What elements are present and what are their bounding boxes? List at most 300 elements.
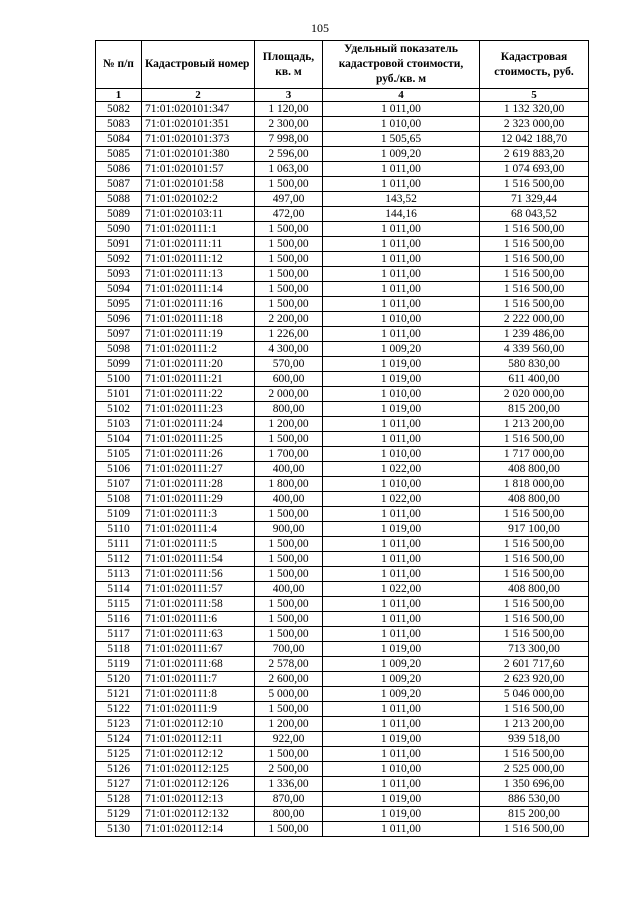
- row-number: 5084: [96, 132, 142, 147]
- area-value: 2 000,00: [255, 387, 323, 402]
- table-row: [96, 477, 589, 492]
- row-number: 5098: [96, 342, 142, 357]
- area-value: 600,00: [255, 372, 323, 387]
- table-row: [96, 117, 589, 132]
- header-cost: Кадастровая стоимость, руб.: [480, 41, 589, 89]
- row-number: 5121: [96, 687, 142, 702]
- rate-value: 1 019,00: [323, 402, 480, 417]
- area-value: 1 700,00: [255, 447, 323, 462]
- rate-value: 1 011,00: [323, 567, 480, 582]
- row-number: 5100: [96, 372, 142, 387]
- cost-value: 917 100,00: [480, 522, 589, 537]
- cost-value: 1 516 500,00: [480, 267, 589, 282]
- row-number: 5122: [96, 702, 142, 717]
- rate-value: 1 011,00: [323, 177, 480, 192]
- cost-value: 1 516 500,00: [480, 552, 589, 567]
- table-row: [96, 147, 589, 162]
- rate-value: 1 009,20: [323, 657, 480, 672]
- row-number: 5125: [96, 747, 142, 762]
- table-row: [96, 282, 589, 297]
- row-number: 5101: [96, 387, 142, 402]
- area-value: 570,00: [255, 357, 323, 372]
- cadastral-number: 71:01:020111:29: [142, 492, 255, 507]
- cadastral-number: 71:01:020112:13: [142, 792, 255, 807]
- cadastral-number: 71:01:020112:132: [142, 807, 255, 822]
- area-value: 1 500,00: [255, 237, 323, 252]
- cadastral-number: 71:01:020102:2: [142, 192, 255, 207]
- cadastral-number: 71:01:020111:22: [142, 387, 255, 402]
- cadastral-number: 71:01:020111:68: [142, 657, 255, 672]
- cost-value: 2 601 717,60: [480, 657, 589, 672]
- rate-value: 1 010,00: [323, 762, 480, 777]
- row-number: 5094: [96, 282, 142, 297]
- row-number: 5089: [96, 207, 142, 222]
- area-value: 4 300,00: [255, 342, 323, 357]
- row-number: 5099: [96, 357, 142, 372]
- area-value: 1 800,00: [255, 477, 323, 492]
- table-row: [96, 672, 589, 687]
- cadastral-number: 71:01:020111:18: [142, 312, 255, 327]
- area-value: 870,00: [255, 792, 323, 807]
- table-row: [96, 717, 589, 732]
- table-row: [96, 207, 589, 222]
- cost-value: 1 350 696,00: [480, 777, 589, 792]
- rate-value: 1 011,00: [323, 267, 480, 282]
- cadastral-number: 71:01:020111:57: [142, 582, 255, 597]
- cost-value: 611 400,00: [480, 372, 589, 387]
- rate-value: 1 009,20: [323, 147, 480, 162]
- row-number: 5126: [96, 762, 142, 777]
- rate-value: 1 022,00: [323, 462, 480, 477]
- cost-value: 580 830,00: [480, 357, 589, 372]
- rate-value: 1 009,20: [323, 342, 480, 357]
- row-number: 5103: [96, 417, 142, 432]
- rate-value: 1 010,00: [323, 477, 480, 492]
- rate-value: 1 011,00: [323, 102, 480, 117]
- table-row: [96, 162, 589, 177]
- cadastral-number: 71:01:020112:14: [142, 822, 255, 837]
- area-value: 800,00: [255, 807, 323, 822]
- area-value: 2 596,00: [255, 147, 323, 162]
- cost-value: 1 213 200,00: [480, 717, 589, 732]
- table-row: [96, 657, 589, 672]
- area-value: 1 500,00: [255, 537, 323, 552]
- cost-value: 68 043,52: [480, 207, 589, 222]
- cost-value: 713 300,00: [480, 642, 589, 657]
- table-row: [96, 702, 589, 717]
- cadastral-number: 71:01:020111:56: [142, 567, 255, 582]
- rate-value: 1 011,00: [323, 417, 480, 432]
- cost-value: 1 516 500,00: [480, 822, 589, 837]
- table-row: [96, 297, 589, 312]
- rate-value: 1 011,00: [323, 222, 480, 237]
- row-number: 5096: [96, 312, 142, 327]
- area-value: 1 063,00: [255, 162, 323, 177]
- cadastral-number: 71:01:020111:54: [142, 552, 255, 567]
- row-number: 5090: [96, 222, 142, 237]
- row-number: 5114: [96, 582, 142, 597]
- row-number: 5097: [96, 327, 142, 342]
- row-number: 5093: [96, 267, 142, 282]
- area-value: 1 500,00: [255, 282, 323, 297]
- area-value: 1 500,00: [255, 297, 323, 312]
- area-value: 400,00: [255, 582, 323, 597]
- cadastral-number: 71:01:020112:12: [142, 747, 255, 762]
- area-value: 1 200,00: [255, 417, 323, 432]
- table-row: [96, 747, 589, 762]
- cadastral-number: 71:01:020112:11: [142, 732, 255, 747]
- rate-value: 1 011,00: [323, 597, 480, 612]
- area-value: 1 500,00: [255, 432, 323, 447]
- area-value: 7 998,00: [255, 132, 323, 147]
- row-number: 5108: [96, 492, 142, 507]
- cost-value: 1 516 500,00: [480, 222, 589, 237]
- cadastral-number: 71:01:020111:5: [142, 537, 255, 552]
- area-value: 497,00: [255, 192, 323, 207]
- cadastral-number: 71:01:020101:351: [142, 117, 255, 132]
- table-row: [96, 447, 589, 462]
- table-row: [96, 552, 589, 567]
- cost-value: 815 200,00: [480, 807, 589, 822]
- area-value: 700,00: [255, 642, 323, 657]
- area-value: 2 578,00: [255, 657, 323, 672]
- cost-value: 2 222 000,00: [480, 312, 589, 327]
- area-value: 1 500,00: [255, 747, 323, 762]
- cost-value: 886 530,00: [480, 792, 589, 807]
- cadastral-number: 71:01:020111:28: [142, 477, 255, 492]
- row-number: 5111: [96, 537, 142, 552]
- table-row: [96, 192, 589, 207]
- area-value: 400,00: [255, 492, 323, 507]
- rate-value: 1 011,00: [323, 777, 480, 792]
- table-row: [96, 177, 589, 192]
- row-number: 5106: [96, 462, 142, 477]
- row-number: 5120: [96, 672, 142, 687]
- cadastral-number: 71:01:020111:27: [142, 462, 255, 477]
- row-number: 5117: [96, 627, 142, 642]
- rate-value: 1 011,00: [323, 507, 480, 522]
- cost-value: 1 516 500,00: [480, 237, 589, 252]
- header-number: № п/п: [96, 41, 142, 89]
- cadastral-number: 71:01:020101:57: [142, 162, 255, 177]
- rate-value: 1 011,00: [323, 552, 480, 567]
- cadastral-number: 71:01:020111:26: [142, 447, 255, 462]
- table-row: [96, 777, 589, 792]
- table-row: [96, 762, 589, 777]
- cadastral-number: 71:01:020112:126: [142, 777, 255, 792]
- rate-value: 1 011,00: [323, 237, 480, 252]
- cost-value: 1 516 500,00: [480, 297, 589, 312]
- rate-value: 1 019,00: [323, 642, 480, 657]
- cadastral-number: 71:01:020111:8: [142, 687, 255, 702]
- rate-value: 143,52: [323, 192, 480, 207]
- area-value: 1 500,00: [255, 222, 323, 237]
- cadastral-number: 71:01:020111:1: [142, 222, 255, 237]
- header-rate: Удельный показатель кадастровой стоимости, руб./кв. м: [323, 41, 480, 89]
- cost-value: 1 132 320,00: [480, 102, 589, 117]
- cadastral-number: 71:01:020111:24: [142, 417, 255, 432]
- cadastral-number: 71:01:020111:6: [142, 612, 255, 627]
- rate-value: 1 019,00: [323, 357, 480, 372]
- header-row: [96, 41, 589, 89]
- cost-value: 408 800,00: [480, 462, 589, 477]
- rate-value: 1 019,00: [323, 792, 480, 807]
- row-number: 5119: [96, 657, 142, 672]
- column-number-row: [96, 89, 589, 102]
- cost-value: 1 516 500,00: [480, 627, 589, 642]
- cost-value: 1 516 500,00: [480, 177, 589, 192]
- table-row: [96, 237, 589, 252]
- cadastral-number: 71:01:020111:9: [142, 702, 255, 717]
- row-number: 5095: [96, 297, 142, 312]
- cost-value: 1 516 500,00: [480, 252, 589, 267]
- area-value: 1 500,00: [255, 507, 323, 522]
- table-row: [96, 492, 589, 507]
- cadastral-number: 71:01:020111:12: [142, 252, 255, 267]
- row-number: 5085: [96, 147, 142, 162]
- row-number: 5091: [96, 237, 142, 252]
- area-value: 1 500,00: [255, 597, 323, 612]
- area-value: 1 500,00: [255, 612, 323, 627]
- cadastral-number: 71:01:020111:25: [142, 432, 255, 447]
- cadastral-number: 71:01:020111:16: [142, 297, 255, 312]
- rate-value: 1 010,00: [323, 447, 480, 462]
- table-row: [96, 222, 589, 237]
- column-number: 3: [255, 89, 323, 102]
- table-row: [96, 372, 589, 387]
- cadastral-number: 71:01:020101:347: [142, 102, 255, 117]
- cost-value: 1 516 500,00: [480, 612, 589, 627]
- cost-value: 2 525 000,00: [480, 762, 589, 777]
- row-number: 5128: [96, 792, 142, 807]
- cadastral-number: 71:01:020111:63: [142, 627, 255, 642]
- cost-value: 5 046 000,00: [480, 687, 589, 702]
- rate-value: 1 011,00: [323, 627, 480, 642]
- area-value: 922,00: [255, 732, 323, 747]
- table-row: [96, 597, 589, 612]
- cost-value: 1 516 500,00: [480, 282, 589, 297]
- row-number: 5088: [96, 192, 142, 207]
- row-number: 5109: [96, 507, 142, 522]
- cost-value: 408 800,00: [480, 582, 589, 597]
- header-cadastral-number: Кадастровый номер: [142, 41, 255, 89]
- area-value: 1 500,00: [255, 552, 323, 567]
- area-value: 800,00: [255, 402, 323, 417]
- rate-value: 1 019,00: [323, 372, 480, 387]
- cadastral-number: 71:01:020111:4: [142, 522, 255, 537]
- area-value: 1 336,00: [255, 777, 323, 792]
- table-row: [96, 327, 589, 342]
- table-row: [96, 432, 589, 447]
- cadastral-number: 71:01:020111:11: [142, 237, 255, 252]
- area-value: 1 500,00: [255, 252, 323, 267]
- cost-value: 2 020 000,00: [480, 387, 589, 402]
- cost-value: 1 213 200,00: [480, 417, 589, 432]
- cadastral-number: 71:01:020112:10: [142, 717, 255, 732]
- row-number: 5110: [96, 522, 142, 537]
- rate-value: 1 011,00: [323, 432, 480, 447]
- cost-value: 1 074 693,00: [480, 162, 589, 177]
- table-row: [96, 462, 589, 477]
- row-number: 5112: [96, 552, 142, 567]
- rate-value: 144,16: [323, 207, 480, 222]
- row-number: 5124: [96, 732, 142, 747]
- row-number: 5115: [96, 597, 142, 612]
- area-value: 1 500,00: [255, 267, 323, 282]
- rate-value: 1 011,00: [323, 822, 480, 837]
- cost-value: 12 042 188,70: [480, 132, 589, 147]
- rate-value: 1 010,00: [323, 387, 480, 402]
- table-row: [96, 822, 589, 837]
- cost-value: 1 717 000,00: [480, 447, 589, 462]
- cost-value: 1 516 500,00: [480, 507, 589, 522]
- cost-value: 1 516 500,00: [480, 702, 589, 717]
- cadastral-number: 71:01:020111:14: [142, 282, 255, 297]
- row-number: 5086: [96, 162, 142, 177]
- cadastral-number: 71:01:020101:373: [142, 132, 255, 147]
- column-number: 4: [323, 89, 480, 102]
- row-number: 5130: [96, 822, 142, 837]
- rate-value: 1 011,00: [323, 717, 480, 732]
- rate-value: 1 011,00: [323, 327, 480, 342]
- row-number: 5107: [96, 477, 142, 492]
- cost-value: 71 329,44: [480, 192, 589, 207]
- area-value: 2 600,00: [255, 672, 323, 687]
- cadastral-number: 71:01:020101:58: [142, 177, 255, 192]
- table-body: [96, 102, 589, 837]
- table-row: [96, 687, 589, 702]
- area-value: 1 500,00: [255, 822, 323, 837]
- table-row: [96, 132, 589, 147]
- row-number: 5123: [96, 717, 142, 732]
- rate-value: 1 009,20: [323, 687, 480, 702]
- rate-value: 1 009,20: [323, 672, 480, 687]
- row-number: 5104: [96, 432, 142, 447]
- cadastral-number: 71:01:020111:3: [142, 507, 255, 522]
- cadastral-number: 71:01:020112:125: [142, 762, 255, 777]
- table-row: [96, 507, 589, 522]
- rate-value: 1 011,00: [323, 282, 480, 297]
- area-value: 2 300,00: [255, 117, 323, 132]
- cost-value: 408 800,00: [480, 492, 589, 507]
- cadastral-number: 71:01:020111:7: [142, 672, 255, 687]
- row-number: 5082: [96, 102, 142, 117]
- cost-value: 2 619 883,20: [480, 147, 589, 162]
- cost-value: 1 516 500,00: [480, 747, 589, 762]
- header-area: Площадь, кв. м: [255, 41, 323, 89]
- cost-value: 1 516 500,00: [480, 537, 589, 552]
- rate-value: 1 011,00: [323, 252, 480, 267]
- row-number: 5116: [96, 612, 142, 627]
- area-value: 400,00: [255, 462, 323, 477]
- cadastral-value-table: [95, 40, 589, 837]
- area-value: 2 200,00: [255, 312, 323, 327]
- area-value: 5 000,00: [255, 687, 323, 702]
- row-number: 5092: [96, 252, 142, 267]
- cost-value: 1 818 000,00: [480, 477, 589, 492]
- cadastral-number: 71:01:020111:21: [142, 372, 255, 387]
- table-row: [96, 417, 589, 432]
- rate-value: 1 019,00: [323, 522, 480, 537]
- table-row: [96, 792, 589, 807]
- cadastral-number: 71:01:020101:380: [142, 147, 255, 162]
- table-row: [96, 732, 589, 747]
- table-row: [96, 252, 589, 267]
- cadastral-number: 71:01:020111:58: [142, 597, 255, 612]
- area-value: 900,00: [255, 522, 323, 537]
- rate-value: 1 010,00: [323, 312, 480, 327]
- rate-value: 1 010,00: [323, 117, 480, 132]
- area-value: 1 226,00: [255, 327, 323, 342]
- area-value: 472,00: [255, 207, 323, 222]
- table-row: [96, 312, 589, 327]
- table-row: [96, 387, 589, 402]
- cadastral-number: 71:01:020111:20: [142, 357, 255, 372]
- table-row: [96, 567, 589, 582]
- table-row: [96, 267, 589, 282]
- row-number: 5118: [96, 642, 142, 657]
- cadastral-number: 71:01:020111:23: [142, 402, 255, 417]
- column-number: 2: [142, 89, 255, 102]
- area-value: 1 500,00: [255, 567, 323, 582]
- row-number: 5087: [96, 177, 142, 192]
- rate-value: 1 011,00: [323, 162, 480, 177]
- cadastral-number: 71:01:020111:13: [142, 267, 255, 282]
- table-row: [96, 807, 589, 822]
- table-row: [96, 342, 589, 357]
- area-value: 1 200,00: [255, 717, 323, 732]
- cost-value: 1 239 486,00: [480, 327, 589, 342]
- rate-value: 1 019,00: [323, 807, 480, 822]
- table-row: [96, 537, 589, 552]
- rate-value: 1 505,65: [323, 132, 480, 147]
- page-number: 105: [311, 21, 329, 35]
- column-number: 1: [96, 89, 142, 102]
- cost-value: 1 516 500,00: [480, 432, 589, 447]
- table-row: [96, 582, 589, 597]
- cost-value: 815 200,00: [480, 402, 589, 417]
- rate-value: 1 022,00: [323, 492, 480, 507]
- cost-value: 1 516 500,00: [480, 597, 589, 612]
- cost-value: 939 518,00: [480, 732, 589, 747]
- rate-value: 1 011,00: [323, 702, 480, 717]
- cadastral-number: 71:01:020111:19: [142, 327, 255, 342]
- rate-value: 1 011,00: [323, 747, 480, 762]
- cost-value: 4 339 560,00: [480, 342, 589, 357]
- row-number: 5113: [96, 567, 142, 582]
- area-value: 1 500,00: [255, 702, 323, 717]
- cadastral-number: 71:01:020103:11: [142, 207, 255, 222]
- area-value: 1 500,00: [255, 627, 323, 642]
- rate-value: 1 011,00: [323, 537, 480, 552]
- cost-value: 2 323 000,00: [480, 117, 589, 132]
- area-value: 1 120,00: [255, 102, 323, 117]
- cadastral-number: 71:01:020111:2: [142, 342, 255, 357]
- row-number: 5129: [96, 807, 142, 822]
- table-row: [96, 642, 589, 657]
- row-number: 5083: [96, 117, 142, 132]
- row-number: 5127: [96, 777, 142, 792]
- rate-value: 1 022,00: [323, 582, 480, 597]
- rate-value: 1 011,00: [323, 297, 480, 312]
- table-row: [96, 357, 589, 372]
- table-row: [96, 402, 589, 417]
- cadastral-number: 71:01:020111:67: [142, 642, 255, 657]
- cost-value: 1 516 500,00: [480, 567, 589, 582]
- column-number: 5: [480, 89, 589, 102]
- rate-value: 1 011,00: [323, 612, 480, 627]
- rate-value: 1 019,00: [323, 732, 480, 747]
